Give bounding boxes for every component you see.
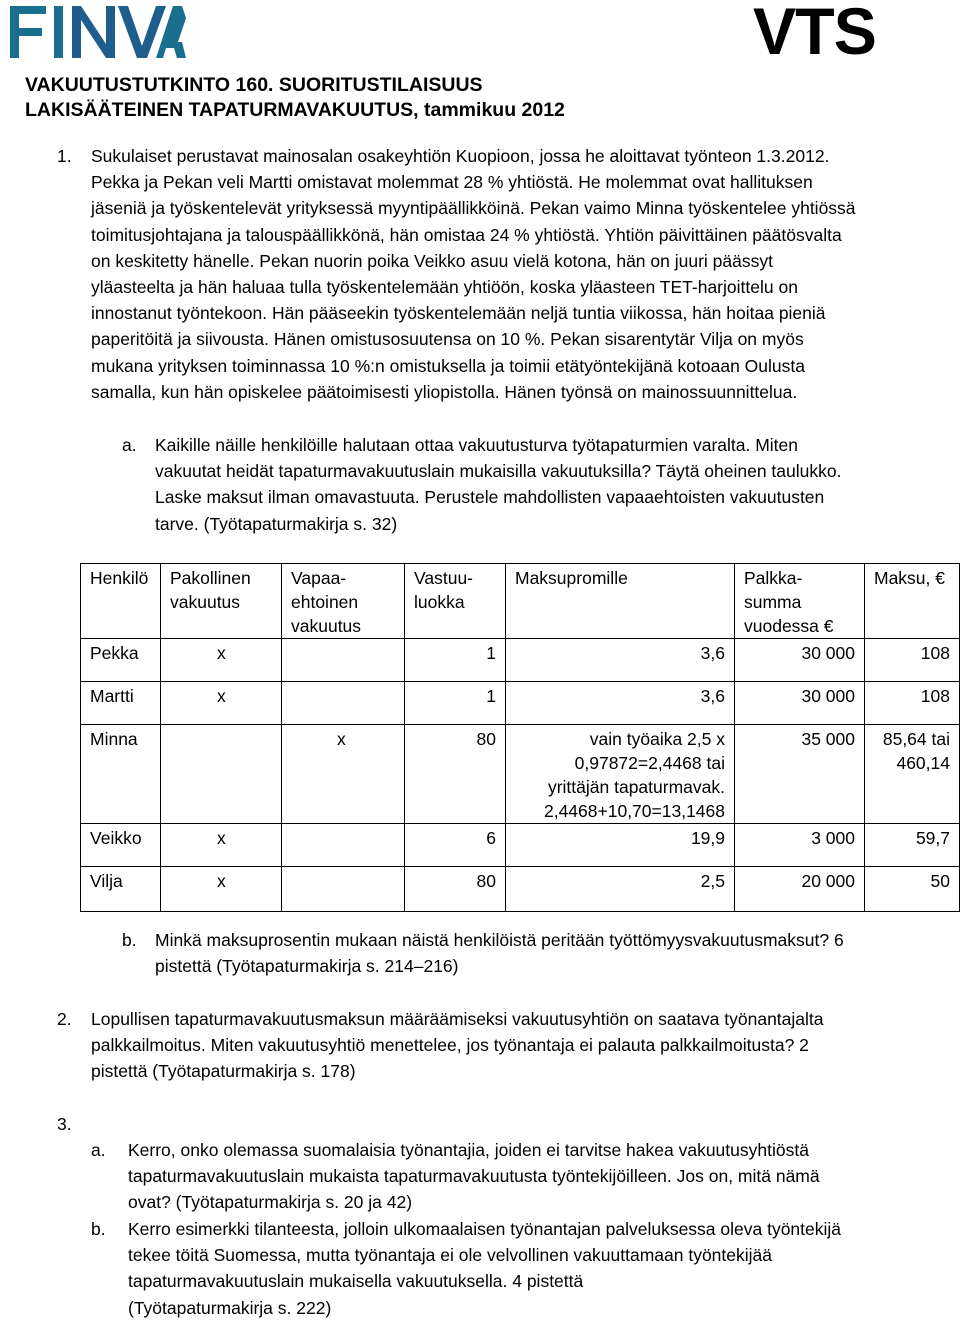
text-line: paperitöitä ja siivousta. Hänen omistusosuutensa on 10 %. Pekan sisarentytär Vilja on myös bbox=[91, 329, 804, 350]
cell-rate: 3,6 bbox=[506, 639, 735, 682]
header-cell: Palkka- summa vuodessa € bbox=[735, 564, 865, 639]
text-line: (Työtapaturmakirja s. 222) bbox=[128, 1297, 332, 1318]
text-line: mukana yrityksen toiminnassa 10 %:n omistuksella ja toimii etätyöntekijänä kotoaan Oulusta bbox=[91, 355, 805, 376]
cell-voluntary bbox=[282, 824, 405, 867]
text-line: Kerro esimerkki tilanteesta, jolloin ulkomaalaisen työnantajan palveluksessa oleva työntekijä bbox=[128, 1219, 842, 1239]
cell-class: 6 bbox=[405, 824, 506, 867]
cell-mandatory: x bbox=[161, 824, 282, 867]
cell-name: Minna bbox=[81, 725, 161, 824]
cell-class: 80 bbox=[405, 725, 506, 824]
header-cell: Maksu, € bbox=[865, 564, 960, 639]
text-line: Minkä maksuprosentin mukaan näistä henkilöistä peritään työttömyysvakuutusmaksut? 6 bbox=[155, 930, 844, 950]
header-cell: Henkilö bbox=[81, 564, 161, 639]
table-header-row bbox=[81, 564, 960, 639]
cell-name: Veikko bbox=[81, 824, 161, 867]
table-row bbox=[81, 682, 960, 725]
text-line: palkkailmoitus. Miten vakuutusyhtiö menettelee, jos työnantaja ei palauta palkkailmoitusta? 2 bbox=[91, 1035, 809, 1056]
question-number: 1. bbox=[57, 146, 72, 166]
question-1a-text bbox=[155, 432, 841, 537]
question-3a-text bbox=[128, 1137, 820, 1216]
cell-voluntary bbox=[282, 867, 405, 912]
question-1b-text bbox=[155, 927, 844, 979]
cell-fee: 108 bbox=[865, 639, 960, 682]
subquestion-label: a. bbox=[122, 435, 137, 455]
cell-name: Martti bbox=[81, 682, 161, 725]
text-line: Pekka ja Pekan veli Martti omistavat molemmat 28 % yhtiöstä. He molemmat ovat hallituksen bbox=[91, 172, 813, 193]
cell-salary: 35 000 bbox=[735, 725, 865, 824]
text-line: tekee töitä Suomessa, mutta työnantaja ei ole velvollinen vakuuttamaan työntekijää bbox=[128, 1245, 772, 1266]
text-line: tarve. (Työtapaturmakirja s. 32) bbox=[155, 513, 398, 534]
header-cell: Vastuu- luokka bbox=[405, 564, 506, 639]
text-line: Kerro, onko olemassa suomalaisia työnantajia, joiden ei tarvitse hakea vakuutusyhtiöstä bbox=[128, 1140, 809, 1160]
text-line: pistettä (Työtapaturmakirja s. 214–216) bbox=[155, 956, 459, 977]
text-line: Sukulaiset perustavat mainosalan osakeyhtiön Kuopioon, jossa he aloittavat työnteon 1.3.2012. bbox=[91, 146, 830, 166]
table-row bbox=[81, 824, 960, 867]
cell-mandatory: x bbox=[161, 682, 282, 725]
cell-rate: vain työaika 2,5 x 0,97872=2,4468 tai yrittäjän tapaturmavak. 2,4468+10,70=13,1468 bbox=[506, 725, 735, 824]
cell-fee: 108 bbox=[865, 682, 960, 725]
cell-name: Pekka bbox=[81, 639, 161, 682]
cell-mandatory: x bbox=[161, 867, 282, 912]
subquestion-label: b. bbox=[91, 1219, 106, 1239]
table-row bbox=[81, 639, 960, 682]
finva-logo bbox=[6, 2, 186, 60]
insurance-table bbox=[80, 563, 960, 912]
text-line: on keskitetty hänelle. Pekan nuorin poika Veikko asuu vielä kotona, hän on juuri päässyt bbox=[91, 250, 773, 271]
text-line: toimitusjohtajana ja talouspäällikkönä, hän omistaa 24 % yhtiöstä. Yhtiön päivittäinen päätösvalta bbox=[91, 224, 842, 245]
cell-rate: 19,9 bbox=[506, 824, 735, 867]
text-line: samalla, kun hän opiskelee päätoimisesti yliopistolla. Hänen työnsä on mainossuunnittelua. bbox=[91, 381, 798, 402]
cell-class: 1 bbox=[405, 682, 506, 725]
text-line: tapaturmavakuutuslain mukaisella vakuutuksella. 4 pistettä bbox=[128, 1271, 584, 1292]
cell-mandatory: x bbox=[161, 639, 282, 682]
text-line: innostanut työntekoon. Hän pääseekin työskentelemään neljä tuntia viikossa, hän hoitaa pieniä bbox=[91, 303, 826, 324]
title-line: VAKUUTUSTUTKINTO 160. SUORITUSTILAISUUS bbox=[25, 74, 483, 96]
cell-rate: 3,6 bbox=[506, 682, 735, 725]
vts-logo: VTS bbox=[753, 0, 876, 68]
cell-salary: 30 000 bbox=[735, 682, 865, 725]
title-line: LAKISÄÄTEINEN TAPATURMAVAKUUTUS, tammikuu 2012 bbox=[25, 99, 565, 121]
question-number: 2. bbox=[57, 1009, 72, 1029]
subquestion-label: a. bbox=[91, 1140, 106, 1160]
cell-name: Vilja bbox=[81, 867, 161, 912]
text-line: Lopullisen tapaturmavakuutusmaksun määräämiseksi vakuutusyhtiön on saatava työnantajalta bbox=[91, 1009, 824, 1029]
header-cell: Vapaa- ehtoinen vakuutus bbox=[282, 564, 405, 639]
question-3b-text bbox=[128, 1216, 841, 1321]
text-line: ovat? (Työtapaturmakirja s. 20 ja 42) bbox=[128, 1192, 413, 1213]
cell-voluntary bbox=[282, 682, 405, 725]
cell-rate: 2,5 bbox=[506, 867, 735, 912]
cell-voluntary bbox=[282, 639, 405, 682]
subquestion-label: b. bbox=[122, 930, 137, 950]
cell-voluntary: x bbox=[282, 725, 405, 824]
header-cell: Pakollinen vakuutus bbox=[161, 564, 282, 639]
question-2-text bbox=[91, 1006, 824, 1085]
cell-mandatory bbox=[161, 725, 282, 824]
text-line: Laske maksut ilman omavastuuta. Perustele mahdollisten vapaaehtoisten vakuutusten bbox=[155, 487, 825, 508]
text-line: pistettä (Työtapaturmakirja s. 178) bbox=[91, 1061, 356, 1082]
cell-fee: 50 bbox=[865, 867, 960, 912]
text-line: vakuutat heidät tapaturmavakuutuslain mukaisilla vakuutuksilla? Täytä oheinen taulukko. bbox=[155, 461, 842, 482]
table-row bbox=[81, 725, 960, 824]
text-line: Kaikille näille henkilöille halutaan ottaa vakuutusturva työtapaturmien varalta. Miten bbox=[155, 435, 799, 455]
text-line: jäseniä ja työskentelevät yrityksessä myyntipäällikköinä. Pekan vaimo Minna työskentelee yhtiössä bbox=[91, 198, 856, 219]
cell-fee: 59,7 bbox=[865, 824, 960, 867]
question-number: 3. bbox=[57, 1114, 72, 1134]
cell-salary: 30 000 bbox=[735, 639, 865, 682]
cell-salary: 20 000 bbox=[735, 867, 865, 912]
text-line: yläasteelta ja hän haluaa tulla työskentelemään yhtiöön, koska yläasteen TET-harjoittelu on bbox=[91, 277, 798, 298]
question-1-text bbox=[91, 143, 856, 405]
table-row bbox=[81, 867, 960, 912]
cell-salary: 3 000 bbox=[735, 824, 865, 867]
cell-class: 80 bbox=[405, 867, 506, 912]
cell-class: 1 bbox=[405, 639, 506, 682]
cell-fee: 85,64 tai 460,14 bbox=[865, 725, 960, 824]
text-line: tapaturmavakuutuslain mukaista tapaturmavakuutusta työntekijöilleen. Jos on, mitä nämä bbox=[128, 1166, 820, 1187]
header-cell: Maksupromille bbox=[506, 564, 735, 639]
document-title bbox=[25, 73, 565, 123]
